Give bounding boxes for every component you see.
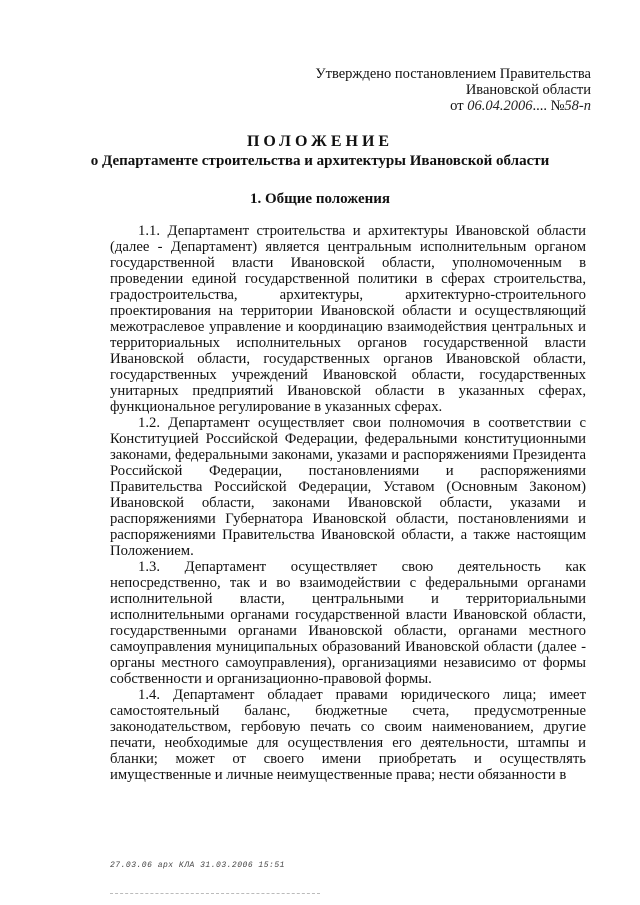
handwritten-date: 06.04.2006: [467, 98, 533, 114]
approval-line-1: Утверждено постановлением Правительства: [315, 66, 591, 82]
scan-artifact: [110, 893, 320, 894]
handwritten-number: 58-п: [564, 98, 591, 114]
approval-date-line: от 06.04.2006.... №58-п: [450, 98, 591, 114]
date-prefix: от: [450, 98, 464, 114]
section-title: 1. Общие положения: [249, 191, 391, 207]
paragraph-1-4: 1.4. Департамент обладает правами юридического лица; имеет самостоятельный баланс, бюджетные счета, предусмотренные законодательством, гербовую печать со своим наименованием, другие печати, необходимые для осуществления его деятельности, штампы и бланки; может от своего имени приобретать и осуществлять имущественные и личные неимущественные права; нести обязанности в: [110, 687, 586, 783]
paragraph-1-1: 1.1. Департамент строительства и архитектуры Ивановской области (далее - Департамент) является центральным исполнительным органом государственной власти Ивановской области, уполномоченным в проведении единой государственной политики в сферах строительства, градостроительства, архитектуры, архитектурно-строительного проектирования на территории Ивановской области и осуществляющий межотраслевое управление и координацию взаимодействия центральных и территориальных исполнительных органов государственной власти Ивановской области, государственных органов Ивановской области, государственных учреждений Ивановской области, государственных унитарных предприятий Ивановской области в указанных сферах, функциональное регулирование в указанных сферах.: [110, 223, 586, 415]
document-title: ПОЛОЖЕНИЕ: [246, 133, 394, 150]
paragraph-1-3: 1.3. Департамент осуществляет свою деятельность как непосредственно, так и во взаимодействии с федеральными органами исполнительной власти, центральными и территориальными исполнительными органами государственной власти Ивановской области, государственными органами Ивановской области, органами местного самоуправления муниципальных образований Ивановской области (далее - органы местного самоуправления), организациями независимо от формы собственности и организационно-правовой формы.: [110, 559, 586, 687]
paragraph-1-2: 1.2. Департамент осуществляет свои полномочия в соответствии с Конституцией Российской Федерации, федеральными конституционными законами, федеральными законами, указами и распоряжениями Президента Российской Федерации, постановлениями и распоряжениями Правительства Российской Федерации, Уставом (Основным Законом) Ивановской области, законами Ивановской области, указами и распоряжениями Губернатора Ивановской области, постановлениями и распоряжениями Правительства Ивановской области, а также настоящим Положением.: [110, 415, 586, 559]
approval-block: [315, 66, 591, 114]
document-subtitle: о Департаменте строительства и архитектуры Ивановской области: [90, 153, 550, 169]
footer-stamp: 27.03.06 арх КЛА 31.03.2006 15:51: [110, 861, 285, 870]
number-prefix: №: [550, 98, 565, 114]
approval-line-2: Ивановской области: [465, 82, 591, 98]
document-body: [110, 223, 586, 783]
